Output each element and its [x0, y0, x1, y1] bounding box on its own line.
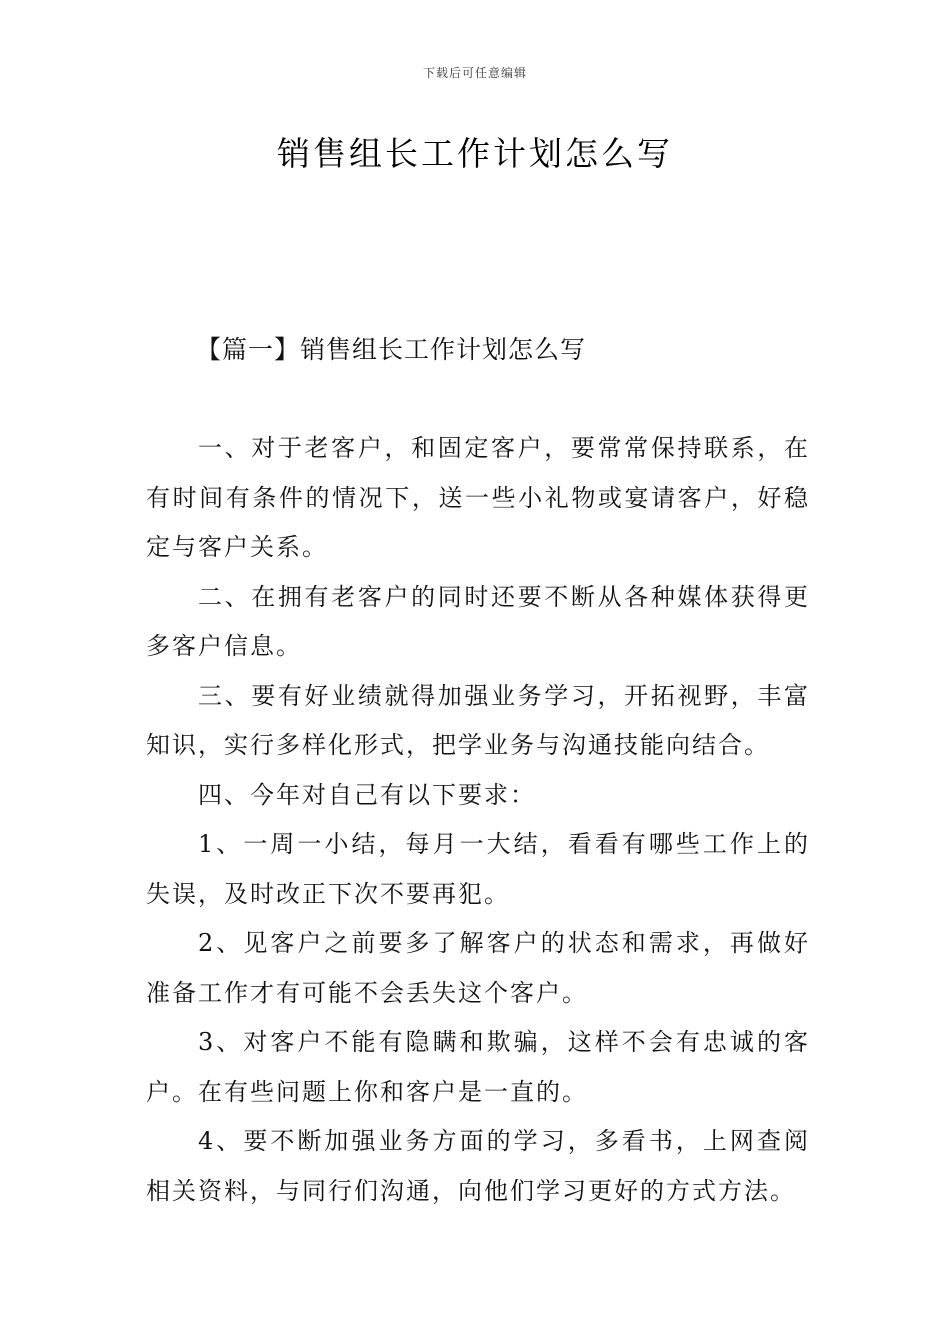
- paragraph-3: 三、要有好业绩就得加强业务学习，开拓视野，丰富知识，实行多样化形式，把学业务与沟通技能向结合。: [146, 681, 810, 759]
- paragraph-4: 四、今年对自己有以下要求：: [198, 780, 536, 809]
- document-title: 销售组长工作计划怎么写: [277, 134, 673, 173]
- paragraph-1: 一、对于老客户，和固定客户，要常常保持联系，在有时间有条件的情况下，送一些小礼物或宴请客户，好稳定与客户关系。: [146, 434, 810, 561]
- paragraph-7: 3、对客户不能有隐瞒和欺骗，这样不会有忠诚的客户。在有些问题上你和客户是一直的。: [146, 1028, 810, 1106]
- paragraph-6: 2、见客户之前要多了解客户的状态和需求，再做好准备工作才有可能不会丢失这个客户。: [146, 929, 810, 1007]
- body-text: [146, 424, 810, 1216]
- section-heading: 【篇一】销售组长工作计划怎么写: [196, 335, 587, 364]
- header-note: 下载后可任意编辑: [422, 66, 527, 80]
- paragraph-8: 4、要不断加强业务方面的学习，多看书，上网查阅相关资料，与同行们沟通，向他们学习更好的方式方法。: [146, 1127, 810, 1205]
- paragraph-5: 1、一周一小结，每月一大结，看看有哪些工作上的失误，及时改正下次不要再犯。: [146, 830, 810, 908]
- paragraph-2: 二、在拥有老客户的同时还要不断从各种媒体获得更多客户信息。: [146, 582, 810, 660]
